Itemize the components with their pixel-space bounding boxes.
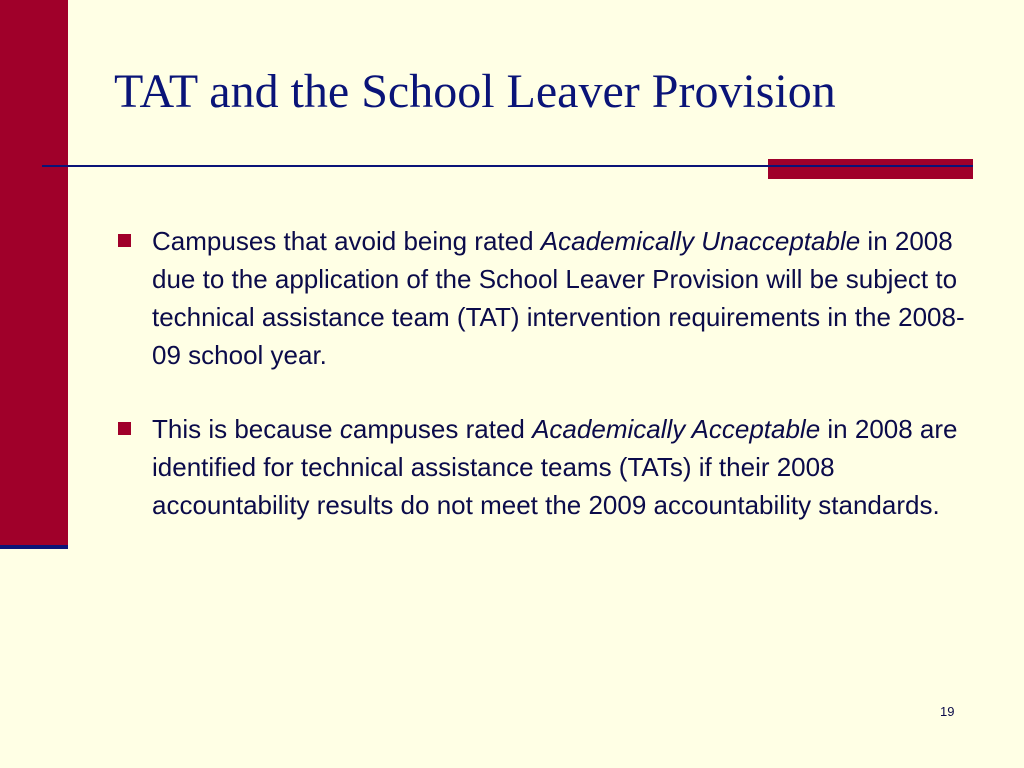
bullet-text-emphasis: c — [339, 414, 353, 444]
bullet-text-emphasis: Academically Unacceptable — [540, 226, 861, 256]
bullet-list — [116, 222, 966, 524]
square-bullet-icon — [118, 234, 131, 247]
bullet-text-segment: This is because — [152, 414, 340, 444]
square-bullet-icon — [118, 422, 131, 435]
bullet-text-segment: ampuses rated — [352, 414, 533, 444]
bullet-text-segment: Campuses that avoid being rated — [152, 226, 541, 256]
bullet-item — [116, 222, 966, 374]
left-accent-bar — [0, 0, 68, 545]
bullet-text — [152, 410, 966, 524]
page-number: 19 — [940, 704, 955, 719]
slide-title: TAT and the School Leaver Provision — [114, 65, 836, 118]
bullet-text-segment: in 2008 are identified for technical assistance teams (TATs) if their 2008 accountability results do not meet the 2009 accountability standards. — [152, 414, 958, 520]
left-accent-underline — [0, 545, 68, 549]
title-divider-accent — [768, 159, 973, 179]
title-divider-line — [42, 165, 812, 167]
bullet-text-emphasis: Academically Acceptable — [532, 414, 821, 444]
title-accent-band-bottom — [768, 167, 973, 179]
bullet-item — [116, 410, 966, 524]
bullet-text — [152, 222, 966, 374]
bullet-text-segment: in 2008 due to the application of the School Leaver Provision will be subject to technical assistance team (TAT) intervention requirements in the 2008-09 school year. — [152, 226, 965, 370]
